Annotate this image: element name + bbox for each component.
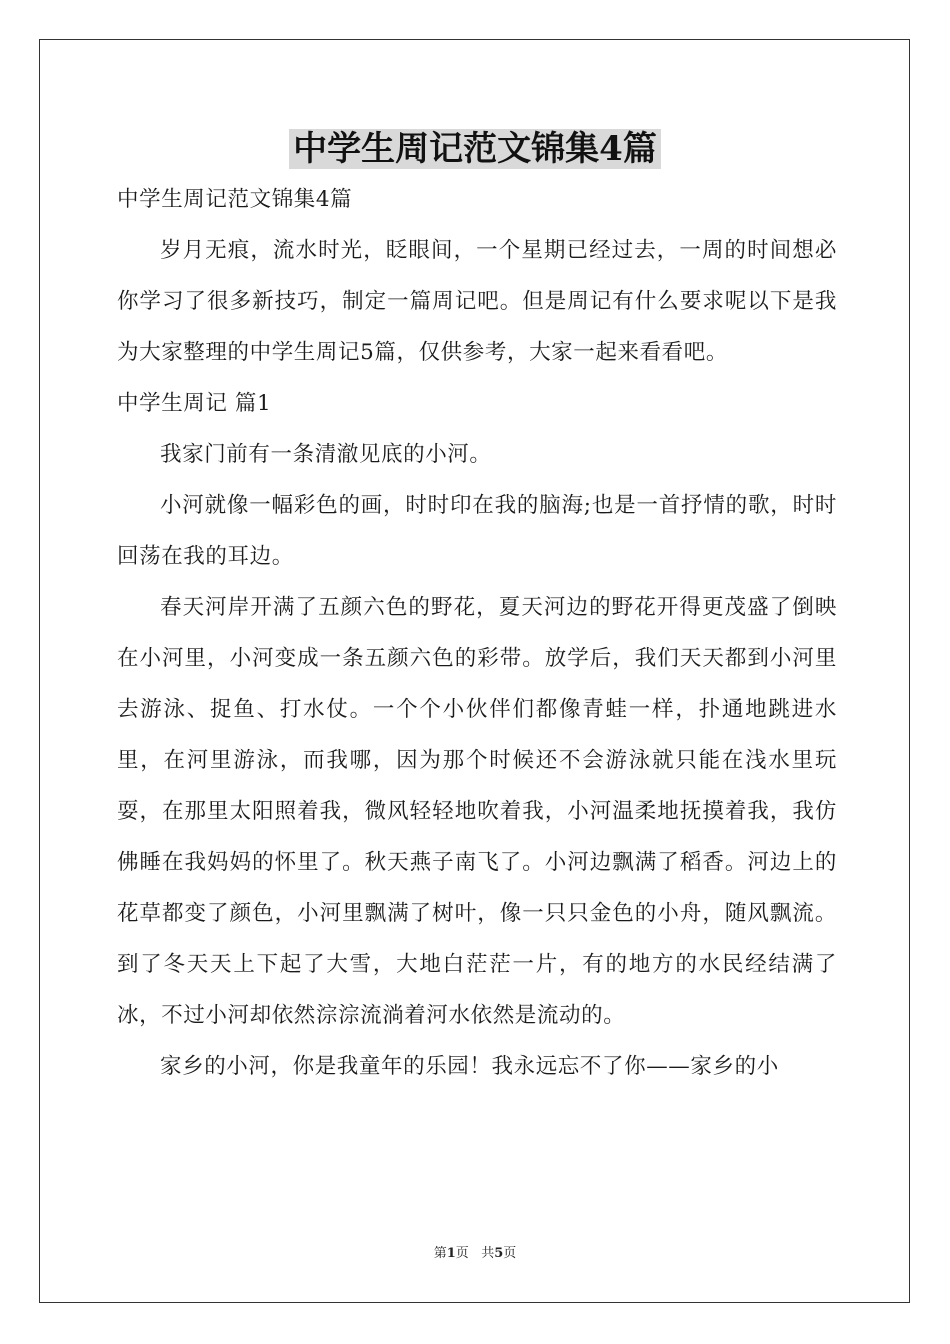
document-title-text: 中学生周记范文锦集4篇: [289, 129, 661, 169]
paragraph: 中学生周记范文锦集4篇: [117, 187, 353, 212]
total-prefix: 共: [481, 1246, 495, 1261]
paragraph: 家乡的小河，你是我童年的乐园！我永远忘不了你——家乡的小: [160, 1054, 779, 1079]
total-suffix: 页: [503, 1246, 517, 1261]
page-current: 1: [446, 1246, 456, 1261]
document-title: [0, 120, 950, 178]
document-body: [117, 174, 837, 1092]
paragraph: 我家门前有一条清澈见底的小河。: [160, 442, 492, 467]
page-total: 5: [494, 1246, 504, 1261]
page-prefix: 第: [433, 1246, 447, 1261]
page-suffix: 页: [455, 1246, 469, 1261]
section-heading: 中学生周记 篇1: [117, 391, 272, 416]
paragraph: 岁月无痕，流水时光，眨眼间，一个星期已经过去，一周的时间想必你学习了很多新技巧，制定一篇周记吧。但是周记有什么要求呢以下是我为大家整理的中学生周记5篇，仅供参考，大家一起来看看吧。: [117, 238, 837, 365]
paragraph: 春天河岸开满了五颜六色的野花，夏天河边的野花开得更茂盛了倒映在小河里，小河变成一条五颜六色的彩带。放学后，我们天天都到小河里去游泳、捉鱼、打水仗。一个个小伙伴们都像青蛙一样，扑通地跳进水里，在河里游泳，而我哪，因为那个时候还不会游泳就只能在浅水里玩耍，在那里太阳照着我，微风轻轻地吹着我，小河温柔地抚摸着我，我仿佛睡在我妈妈的怀里了。秋天燕子南飞了。小河边飘满了稻香。河边上的花草都变了颜色，小河里飘满了树叶，像一只只金色的小舟，随风飘流。到了冬天天上下起了大雪，大地白茫茫一片，有的地方的水民经结满了冰，不过小河却依然淙淙流淌着河水依然是流动的。: [117, 595, 837, 1028]
page-footer: [0, 1244, 950, 1264]
paragraph: 小河就像一幅彩色的画，时时印在我的脑海;也是一首抒情的歌，时时回荡在我的耳边。: [117, 493, 837, 569]
